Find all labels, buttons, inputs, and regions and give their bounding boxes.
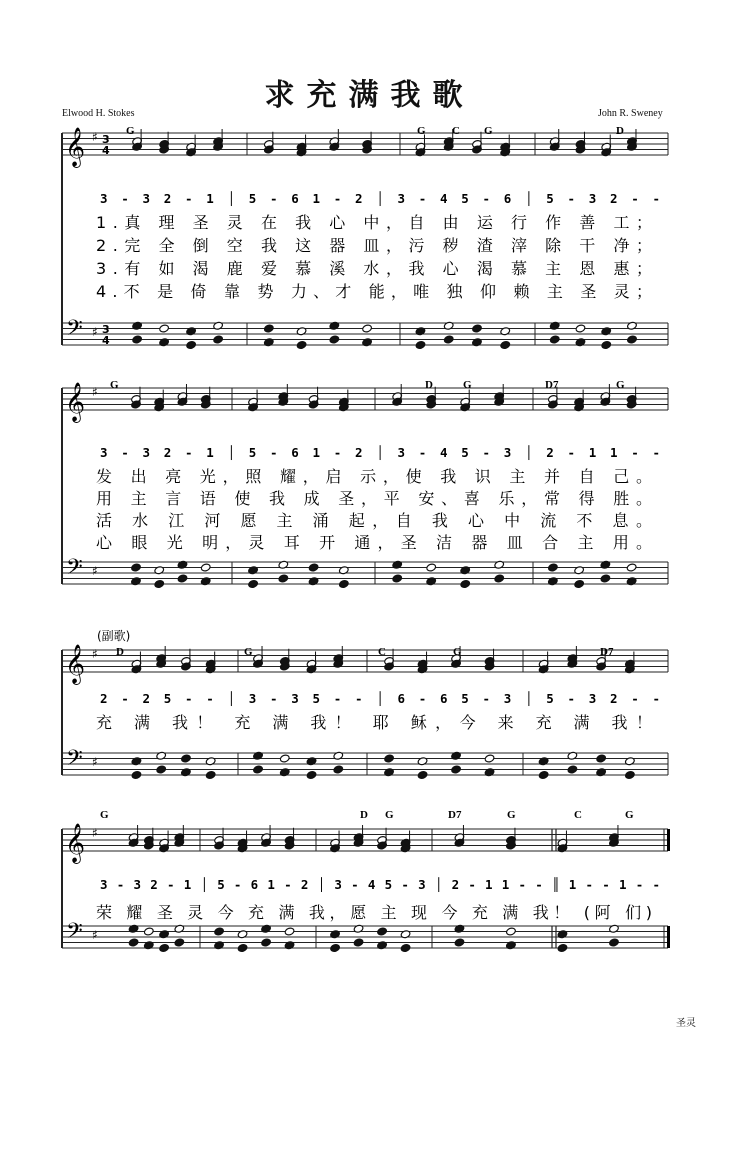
bass-clef-icon: 𝄢 [66,316,83,346]
bass-notehead [181,754,192,763]
bass-notehead [308,563,319,572]
key-signature-sharp-icon: ♯ [92,385,98,399]
bass-notehead [159,943,170,952]
bass-notehead [626,563,637,572]
bass-notehead [538,770,549,779]
arranger-credit: John R. Sweney [598,108,663,119]
bass-notehead [144,927,155,936]
bass-notehead [237,943,248,952]
bass-notehead [156,765,167,774]
lyric-line: 用 主 言 语 使 我 成 圣，平 安、喜 乐，常 得 胜。 [96,489,652,508]
key-signature-sharp-icon: ♯ [92,826,98,840]
bass-notehead [362,324,373,333]
final-barline-thick [667,926,670,948]
key-signature-sharp-icon: ♯ [92,928,98,942]
bass-notehead [400,943,411,952]
final-barline-thick [667,829,670,851]
bass-notehead [609,938,620,947]
chord-symbol: D [616,125,624,137]
bass-notehead [415,340,426,349]
lyric-line: 4.不 是 倚 靠 势 力、才 能，唯 独 仰 赖 主 圣 灵； [96,282,652,301]
bass-notehead [472,324,483,333]
bass-notehead [601,340,612,349]
treble-clef-icon: 𝄞 [65,382,86,422]
chord-symbol: D7 [545,379,559,391]
bass-notehead [200,563,211,572]
chord-symbol: G [625,809,634,821]
lyric-line: 心 眼 光 明，灵 耳 开 通，圣 洁 器 皿 合 主 用。 [96,533,652,552]
bass-notehead [417,770,428,779]
chord-symbol: C [452,125,460,137]
chord-symbol: D7 [448,809,462,821]
bass-notehead [128,938,139,947]
jianpu-notation: 3 - 3 2 - 1 │ 5 - 6 1 - 2 │ 3 - 4 5 - 6 │ 5 - 3 2 - - [100,191,660,206]
bass-clef-icon: 𝄢 [66,555,83,585]
bass-notehead [264,324,275,333]
bass-notehead [548,563,559,572]
bass-notehead [443,335,454,344]
jianpu-notation: 3 - 3 2 - 1 │ 5 - 6 1 - 2 │ 3 - 4 5 - 3 │ 2 - 1 1 - - [100,445,660,460]
bass-notehead [625,770,636,779]
bass-notehead [574,579,585,588]
time-signature-top: 3 [102,323,110,336]
chord-symbol: G [244,646,253,658]
bass-notehead [384,754,395,763]
time-signature-bottom: 4 [102,334,110,347]
lyric-line: 荣 耀 圣 灵 今 充 满 我，愿 主 现 今 充 满 我！ (阿 们) [96,903,652,922]
bass-notehead [306,770,317,779]
bass-notehead [596,754,607,763]
bass-notehead [261,938,272,947]
score [62,125,670,953]
bass-notehead [213,335,224,344]
bass-clef-icon: 𝄢 [66,746,83,776]
lyric-line: 发 出 亮 光，照 耀，启 示，使 我 识 主 并 自 己。 [96,467,652,486]
chord-symbol: G [100,809,109,821]
bass-notehead [248,579,259,588]
bass-notehead [567,765,578,774]
bass-notehead [451,765,462,774]
lyric-line: 活 水 江 河 愿 主 涌 起，自 我 心 中 流 不 息。 [96,511,652,530]
lyric-line: 2.完 全 倒 空 我 这 器 皿，污 秽 渣 滓 除 干 净； [96,236,653,255]
treble-clef-icon: 𝄞 [65,823,86,863]
chord-symbol: G [126,125,135,137]
bass-notehead [460,579,471,588]
bass-notehead [454,938,465,947]
bass-notehead [333,765,344,774]
bass-notehead [131,563,142,572]
bass-notehead [557,943,568,952]
bass-notehead [392,574,403,583]
jianpu-notation: 3 - 3 2 - 1 │ 5 - 6 1 - 2 │ 3 - 4 5 - 3 │ 2 - 1 1 - - ║ 1 - - 1 - - [100,877,660,892]
bass-notehead [154,579,165,588]
chord-symbol: G [417,125,426,137]
bass-notehead [205,770,216,779]
bass-notehead [132,335,143,344]
key-signature-sharp-icon: ♯ [92,130,98,144]
bass-notehead [177,574,188,583]
bass-notehead [159,324,170,333]
key-signature-sharp-icon: ♯ [92,564,98,578]
bass-notehead [329,335,340,344]
bass-notehead [214,927,225,936]
bass-notehead [500,340,511,349]
chorus-label: (副歌) [97,629,131,643]
chord-symbol: C [574,809,582,821]
chord-symbol: G [484,125,493,137]
bass-clef-icon: 𝄢 [66,919,83,949]
treble-clef-icon: 𝄞 [65,127,86,167]
time-signature-top: 3 [102,133,110,146]
treble-clef-icon: 𝄞 [65,644,86,684]
bass-notehead [484,754,495,763]
footer-label: 圣灵 [676,1018,696,1029]
bass-notehead [186,340,197,349]
bass-notehead [377,927,388,936]
lyric-line: 1.真 理 圣 灵 在 我 心 中，自 由 运 行 作 善 工； [96,213,653,232]
chord-symbol: D [116,646,124,658]
lyric-line: 充 满 我！ 充 满 我！ 耶 稣，今 来 充 满 我！ [96,713,652,732]
chord-symbol: D [360,809,368,821]
bass-notehead [339,579,350,588]
bass-notehead [353,938,364,947]
bass-notehead [627,335,638,344]
bass-notehead [278,574,289,583]
chord-symbol: G [616,379,625,391]
bass-notehead [494,574,505,583]
time-signature-bottom: 4 [102,144,110,157]
chord-symbol: D7 [600,646,614,658]
bass-notehead [284,927,295,936]
song-title: 求充满我歌 [264,78,475,113]
key-signature-sharp-icon: ♯ [92,325,98,339]
bass-notehead [549,335,560,344]
key-signature-sharp-icon: ♯ [92,647,98,661]
chord-symbol: G [463,379,472,391]
bass-notehead [174,938,185,947]
bass-notehead [600,574,611,583]
bass-notehead [131,770,142,779]
bass-notehead [426,563,437,572]
jianpu-notation: 2 - 2 5 - - │ 3 - 3 5 - - │ 6 - 6 5 - 3 │ 5 - 3 2 - - [100,691,660,706]
chord-symbol: G [110,379,119,391]
chord-symbol: G [385,809,394,821]
composer-credit: Elwood H. Stokes [62,108,135,119]
key-signature-sharp-icon: ♯ [92,755,98,769]
bass-notehead [279,754,290,763]
bass-notehead [330,943,341,952]
bass-notehead [506,927,517,936]
chord-symbol: G [453,646,462,658]
bass-notehead [575,324,586,333]
bass-notehead [296,340,307,349]
chord-symbol: C [378,646,386,658]
chord-symbol: D [425,379,433,391]
chord-symbol: G [507,809,516,821]
lyric-line: 3.有 如 渴 鹿 爱 慕 溪 水，我 心 渴 慕 主 恩 惠； [96,259,653,278]
bass-notehead [253,765,264,774]
